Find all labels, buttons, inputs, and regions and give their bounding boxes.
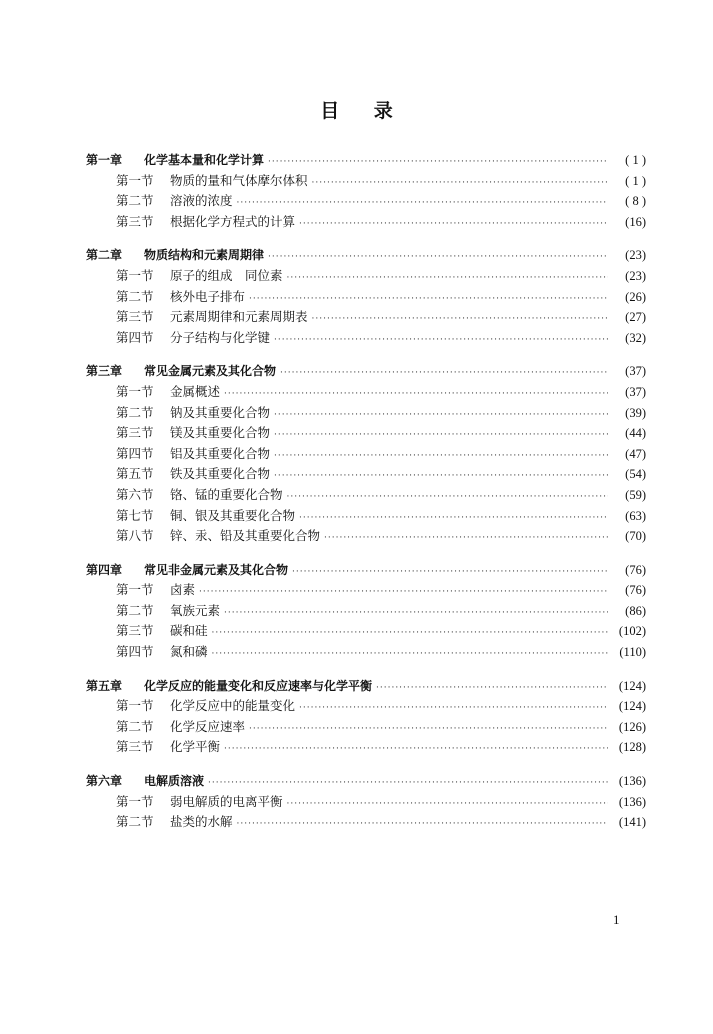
dot-leader bbox=[224, 384, 608, 405]
chapter-page: ( 1 ) bbox=[625, 153, 646, 167]
chapter-number: 第五章 bbox=[86, 678, 123, 693]
chapter-title: 物质结构和元素周期律 bbox=[144, 248, 265, 263]
section-number: 第二节 bbox=[116, 288, 154, 304]
section-page: (136) bbox=[618, 794, 646, 809]
section-page: (126) bbox=[618, 719, 646, 734]
dot-leader bbox=[274, 405, 608, 426]
section-title: 金属概述 bbox=[170, 383, 221, 399]
section-number: 第三节 bbox=[116, 425, 154, 441]
section-number: 第一节 bbox=[116, 582, 154, 598]
section-page: (23) bbox=[625, 268, 646, 283]
section-page: ( 1 ) bbox=[625, 173, 646, 188]
section-entry[interactable] bbox=[86, 464, 646, 485]
section-number: 第四节 bbox=[116, 644, 154, 660]
section-entry[interactable] bbox=[86, 171, 646, 192]
chapter-page: (37) bbox=[625, 364, 646, 379]
section-entry[interactable] bbox=[86, 580, 646, 601]
dot-leader bbox=[237, 814, 608, 835]
chapter-page: (136) bbox=[618, 774, 646, 789]
section-entry[interactable] bbox=[86, 307, 646, 328]
page-title: 目 录 bbox=[320, 100, 407, 122]
section-entry[interactable] bbox=[86, 403, 646, 424]
section-page: (16) bbox=[625, 214, 646, 229]
chapter-title: 常见金属元素及其化合物 bbox=[144, 364, 277, 379]
section-number: 第一节 bbox=[116, 172, 154, 188]
dot-leader bbox=[292, 562, 608, 583]
section-entry[interactable] bbox=[86, 642, 646, 663]
section-page: (54) bbox=[625, 467, 646, 482]
dot-leader bbox=[249, 719, 608, 740]
dot-leader bbox=[287, 794, 608, 815]
dot-leader bbox=[268, 247, 608, 268]
section-entry[interactable] bbox=[86, 601, 646, 622]
section-title: 根据化学方程式的计算 bbox=[170, 213, 296, 229]
section-entry[interactable] bbox=[86, 696, 646, 717]
section-page: (70) bbox=[625, 529, 646, 544]
section-entry[interactable] bbox=[86, 328, 646, 349]
section-title: 卤素 bbox=[170, 582, 196, 598]
chapter-page: (76) bbox=[625, 562, 646, 577]
chapter-block bbox=[86, 676, 646, 758]
chapter-number: 第三章 bbox=[86, 364, 123, 379]
section-page: (27) bbox=[625, 310, 646, 325]
section-page: (39) bbox=[625, 405, 646, 420]
section-number: 第五节 bbox=[116, 466, 154, 482]
section-title: 氧族元素 bbox=[170, 602, 221, 618]
section-number: 第二节 bbox=[116, 404, 154, 420]
dot-leader bbox=[224, 603, 608, 624]
chapter-entry[interactable] bbox=[86, 676, 646, 697]
section-number: 第八节 bbox=[116, 528, 154, 544]
section-title: 核外电子排布 bbox=[170, 288, 246, 304]
section-number: 第四节 bbox=[116, 445, 154, 461]
table-of-contents bbox=[86, 150, 646, 846]
section-page: (44) bbox=[625, 426, 646, 441]
dot-leader bbox=[312, 309, 608, 330]
chapter-title: 常见非金属元素及其化合物 bbox=[144, 562, 289, 577]
chapter-block bbox=[86, 560, 646, 663]
section-entry[interactable] bbox=[86, 506, 646, 527]
section-number: 第四节 bbox=[116, 329, 154, 345]
dot-leader bbox=[274, 446, 608, 467]
section-page: (102) bbox=[618, 624, 646, 639]
chapter-page: (23) bbox=[625, 248, 646, 263]
section-entry[interactable] bbox=[86, 444, 646, 465]
section-title: 铜、银及其重要化合物 bbox=[170, 507, 296, 523]
dot-leader bbox=[312, 173, 608, 194]
section-title: 溶液的浓度 bbox=[170, 193, 233, 209]
section-number: 第二节 bbox=[116, 718, 154, 734]
section-entry[interactable] bbox=[86, 191, 646, 212]
section-page: (26) bbox=[625, 289, 646, 304]
section-entry[interactable] bbox=[86, 526, 646, 547]
chapter-block bbox=[86, 771, 646, 833]
section-title: 物质的量和气体摩尔体积 bbox=[170, 172, 308, 188]
section-page: (63) bbox=[625, 508, 646, 523]
section-title: 元素周期律和元素周期表 bbox=[170, 309, 308, 325]
section-page: ( 8 ) bbox=[625, 194, 646, 209]
section-number: 第七节 bbox=[116, 507, 154, 523]
chapter-number: 第一章 bbox=[86, 153, 123, 167]
section-page: (124) bbox=[618, 699, 646, 714]
section-page: (47) bbox=[625, 446, 646, 461]
section-title: 弱电解质的电离平衡 bbox=[170, 793, 283, 809]
section-number: 第三节 bbox=[116, 309, 154, 325]
dot-leader bbox=[299, 698, 608, 719]
section-page: (110) bbox=[619, 645, 646, 660]
section-title: 碳和硅 bbox=[170, 623, 208, 639]
section-title: 铁及其重要化合物 bbox=[170, 466, 271, 482]
section-number: 第三节 bbox=[116, 739, 154, 755]
section-title: 铬、锰的重要化合物 bbox=[170, 486, 283, 502]
section-number: 第二节 bbox=[116, 602, 154, 618]
dot-leader bbox=[249, 289, 608, 310]
dot-leader bbox=[299, 508, 608, 529]
section-page: (128) bbox=[618, 740, 646, 755]
section-page: (76) bbox=[625, 583, 646, 598]
section-entry[interactable] bbox=[86, 737, 646, 758]
section-title: 化学反应中的能量变化 bbox=[170, 698, 296, 714]
section-title: 盐类的水解 bbox=[170, 814, 233, 830]
section-number: 第一节 bbox=[116, 698, 154, 714]
section-title: 化学反应速率 bbox=[170, 718, 246, 734]
chapter-block bbox=[86, 361, 646, 546]
chapter-entry[interactable] bbox=[86, 150, 646, 171]
dot-leader bbox=[199, 582, 608, 603]
section-title: 分子结构与化学键 bbox=[170, 329, 271, 345]
section-number: 第一节 bbox=[116, 267, 154, 283]
page-number: 1 bbox=[613, 912, 620, 927]
chapter-block bbox=[86, 245, 646, 348]
chapter-entry[interactable] bbox=[86, 245, 646, 266]
section-entry[interactable] bbox=[86, 212, 646, 233]
dot-leader bbox=[324, 528, 608, 549]
section-entry[interactable] bbox=[86, 266, 646, 287]
section-title: 锌、汞、铅及其重要化合物 bbox=[170, 528, 321, 544]
chapter-title: 化学反应的能量变化和反应速率与化学平衡 bbox=[144, 678, 373, 693]
section-page: (59) bbox=[625, 487, 646, 502]
dot-leader bbox=[376, 678, 608, 699]
chapter-entry[interactable] bbox=[86, 771, 646, 792]
chapter-entry[interactable] bbox=[86, 560, 646, 581]
dot-leader bbox=[268, 152, 608, 173]
section-title: 铝及其重要化合物 bbox=[170, 445, 271, 461]
section-entry[interactable] bbox=[86, 423, 646, 444]
section-entry[interactable] bbox=[86, 812, 646, 833]
section-title: 化学平衡 bbox=[170, 739, 221, 755]
section-number: 第三节 bbox=[116, 623, 154, 639]
dot-leader bbox=[280, 363, 608, 384]
dot-leader bbox=[208, 773, 608, 794]
section-entry[interactable] bbox=[86, 621, 646, 642]
chapter-title: 电解质溶液 bbox=[144, 774, 205, 789]
chapter-number: 第二章 bbox=[86, 248, 123, 263]
section-title: 原子的组成 同位素 bbox=[170, 267, 283, 283]
dot-leader bbox=[224, 739, 608, 760]
dot-leader bbox=[274, 466, 608, 487]
section-number: 第二节 bbox=[116, 193, 154, 209]
section-entry[interactable] bbox=[86, 382, 646, 403]
section-number: 第六节 bbox=[116, 486, 154, 502]
section-number: 第三节 bbox=[116, 213, 154, 229]
chapter-title: 化学基本量和化学计算 bbox=[144, 153, 265, 167]
section-number: 第二节 bbox=[116, 814, 154, 830]
dot-leader bbox=[287, 268, 608, 289]
chapter-entry[interactable] bbox=[86, 361, 646, 382]
section-page: (32) bbox=[625, 330, 646, 345]
section-entry[interactable] bbox=[86, 287, 646, 308]
dot-leader bbox=[237, 193, 608, 214]
section-page: (37) bbox=[625, 384, 646, 399]
section-entry[interactable] bbox=[86, 792, 646, 813]
section-page: (141) bbox=[618, 815, 646, 830]
section-title: 镁及其重要化合物 bbox=[170, 425, 271, 441]
section-number: 第一节 bbox=[116, 793, 154, 809]
section-entry[interactable] bbox=[86, 485, 646, 506]
dot-leader bbox=[274, 330, 608, 351]
dot-leader bbox=[287, 487, 608, 508]
chapter-block bbox=[86, 150, 646, 232]
section-number: 第一节 bbox=[116, 383, 154, 399]
chapter-number: 第四章 bbox=[86, 562, 123, 577]
dot-leader bbox=[299, 214, 608, 235]
chapter-page: (124) bbox=[618, 678, 646, 693]
section-entry[interactable] bbox=[86, 717, 646, 738]
section-title: 氮和磷 bbox=[170, 644, 208, 660]
section-title: 钠及其重要化合物 bbox=[170, 404, 271, 420]
chapter-number: 第六章 bbox=[86, 774, 123, 789]
section-page: (86) bbox=[625, 603, 646, 618]
dot-leader bbox=[212, 623, 608, 644]
dot-leader bbox=[274, 425, 608, 446]
dot-leader bbox=[212, 644, 608, 665]
